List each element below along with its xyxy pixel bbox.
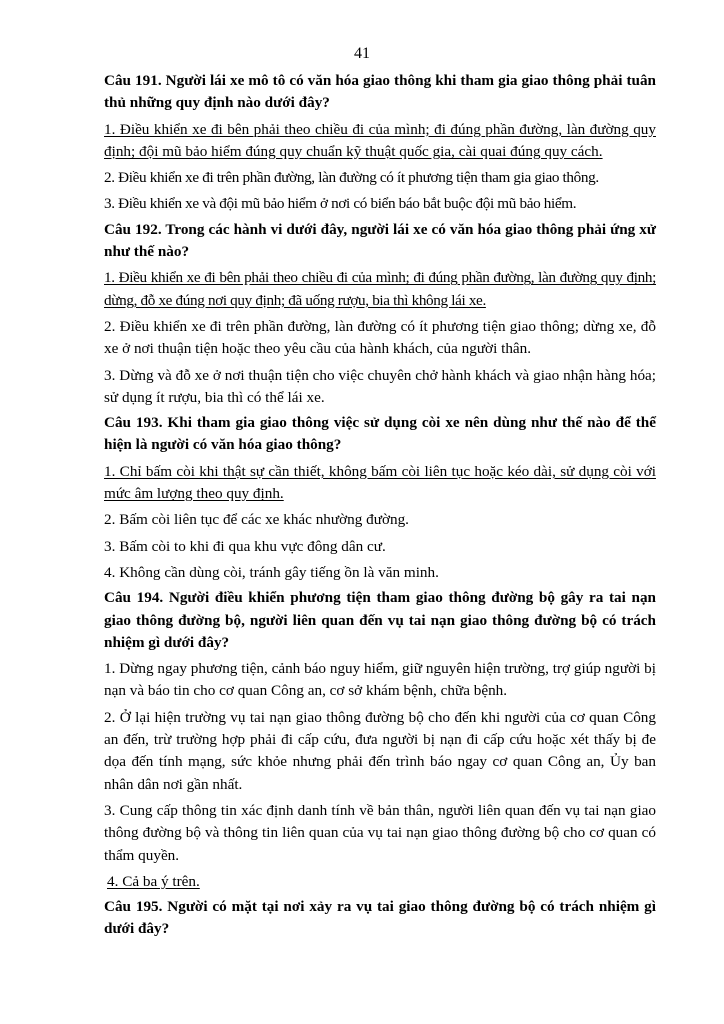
question-194-option-4-correct: 4. Cả ba ý trên. [107,872,200,890]
page-number: 41 [354,45,370,62]
question-191-title: Câu 191. Người lái xe mô tô có văn hóa giao thông khi tham gia giao thông phải tuân thủ những quy định nào dưới đây? [104,72,656,112]
question-193-title: Câu 193. Khi tham gia giao thông việc sử dụng còi xe nên dùng như thế nào để thể hiện là người có văn hóa giao thông? [104,414,656,454]
question-191-option-2: 2. Điều khiển xe đi trên phần đường, làn đường có ít phương tiện tham gia giao thông. [104,169,599,187]
question-191-option-1-correct: 1. Điều khiển xe đi bên phải theo chiều đi của mình; đi đúng phần đường, làn đường quy định; đội mũ bảo hiểm đúng quy chuẩn kỹ thuật quốc gia, cài quai đúng quy cách. [104,120,656,160]
question-192-title: Câu 192. Trong các hành vi dưới đây, người lái xe có văn hóa giao thông phải ứng xử như thế nào? [104,220,656,261]
question-195-title: Câu 195. Người có mặt tại nơi xảy ra vụ tai giao thông đường bộ có trách nhiệm gì dưới đây? [104,898,656,938]
question-194-option-1: 1. Dừng ngay phương tiện, cảnh báo nguy hiểm, giữ nguyên hiện trường, trợ giúp người bị nạn và báo tin cho cơ quan Công an, cơ sở khám bệnh, chữa bệnh. [104,660,656,700]
question-193-option-3: 3. Bấm còi to khi đi qua khu vực đông dân cư. [104,537,386,555]
question-192-option-3: 3. Dừng và đỗ xe ở nơi thuận tiện cho việc chuyên chở hành khách và giao nhận hàng hóa; sử dụng ít rượu, bia thì có thể lái xe. [104,366,656,406]
question-193-option-1-correct: 1. Chỉ bấm còi khi thật sự cần thiết, không bấm còi liên tục hoặc kéo dài, sử dụng còi với mức âm lượng theo quy định. [104,462,656,503]
question-194-option-3: 3. Cung cấp thông tin xác định danh tính về bản thân, người liên quan đến vụ tai nạn giao thông đường bộ và thông tin liên quan của vụ tai nạn giao thông đường bộ cho cơ quan có thẩm quyền. [104,801,656,864]
question-194-title: Câu 194. Người điều khiển phương tiện tham giao thông đường bộ gây ra tai nạn giao thông đường bộ, người liên quan đến vụ tai nạn giao thông đường bộ có trách nhiệm gì dưới đây? [104,589,656,651]
question-193-option-4: 4. Không cần dùng còi, tránh gây tiếng ồn là văn minh. [104,563,439,581]
question-193-option-2: 2. Bấm còi liên tục để các xe khác nhường đường. [104,511,409,529]
question-194-option-2: 2. Ở lại hiện trường vụ tai nạn giao thông đường bộ cho đến khi người của cơ quan Công an đến, trừ trường hợp phải đi cấp cứu, đưa người bị nạn đi cấp cứu hoặc xét thấy bị đe dọa đến tính mạng, sức khỏe nhưng phải đến trình báo ngay cơ quan Công an, Ủy ban nhân dân nơi gần nhất. [104,708,656,793]
question-191-option-3: 3. Điều khiển xe và đội mũ bảo hiểm ở nơi có biển báo bắt buộc đội mũ bảo hiểm. [104,195,577,213]
question-192-option-2: 2. Điều khiển xe đi trên phần đường, làn đường có ít phương tiện giao thông; dừng xe, đỗ xe ở nơi thuận tiện hoặc theo yêu cầu của hành khách, của người thân. [104,317,656,358]
page-content [104,70,656,941]
question-192-option-1-correct: 1. Điều khiển xe đi bên phải theo chiều đi của mình; đi đúng phần đường, làn đường quy định; dừng, đỗ xe đúng nơi quy định; đã uống rượu, bia thì không lái xe. [104,269,656,309]
